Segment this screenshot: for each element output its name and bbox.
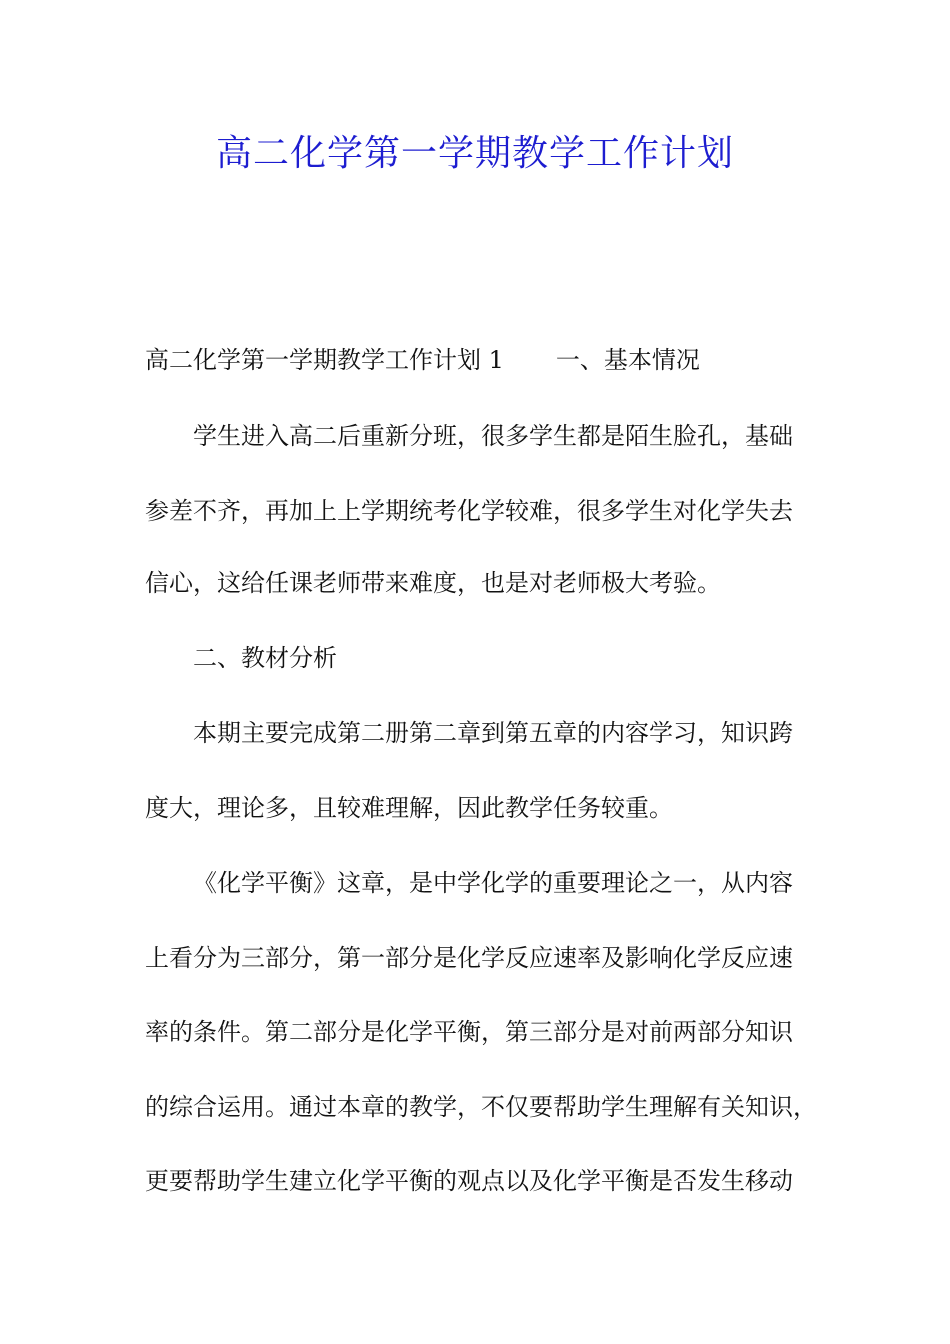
paragraph-line: 本期主要完成第二册第二章到第五章的内容学习，知识跨 (193, 719, 793, 747)
paragraph-line: 的综合运用。通过本章的教学，不仅要帮助学生理解有关知识， (145, 1093, 817, 1121)
paragraph-line: 上看分为三部分，第一部分是化学反应速率及影响化学反应速 (145, 944, 793, 972)
paragraph-line: 更要帮助学生建立化学平衡的观点以及化学平衡是否发生移动 (145, 1167, 793, 1195)
paragraph-line: 学生进入高二后重新分班，很多学生都是陌生脸孔，基础 (193, 422, 793, 450)
paragraph-line: 度大，理论多，且较难理解，因此教学任务较重。 (145, 794, 673, 822)
section-heading-basic-situation: 一、基本情况 (555, 346, 700, 374)
document-title: 高二化学第一学期教学工作计划 (215, 133, 734, 174)
paragraph-line: 《化学平衡》这章，是中学化学的重要理论之一，从内容 (193, 869, 793, 897)
paragraph-line: 率的条件。第二部分是化学平衡，第三部分是对前两部分知识 (145, 1018, 793, 1046)
section-heading-line (145, 343, 825, 377)
paragraph-line: 参差不齐，再加上上学期统考化学较难，很多学生对化学失去 (145, 497, 793, 525)
plan-heading: 高二化学第一学期教学工作计划 1 (145, 346, 504, 374)
section-heading-textbook-analysis: 二、教材分析 (193, 644, 337, 672)
paragraph-line: 信心，这给任课老师带来难度，也是对老师极大考验。 (145, 569, 721, 597)
